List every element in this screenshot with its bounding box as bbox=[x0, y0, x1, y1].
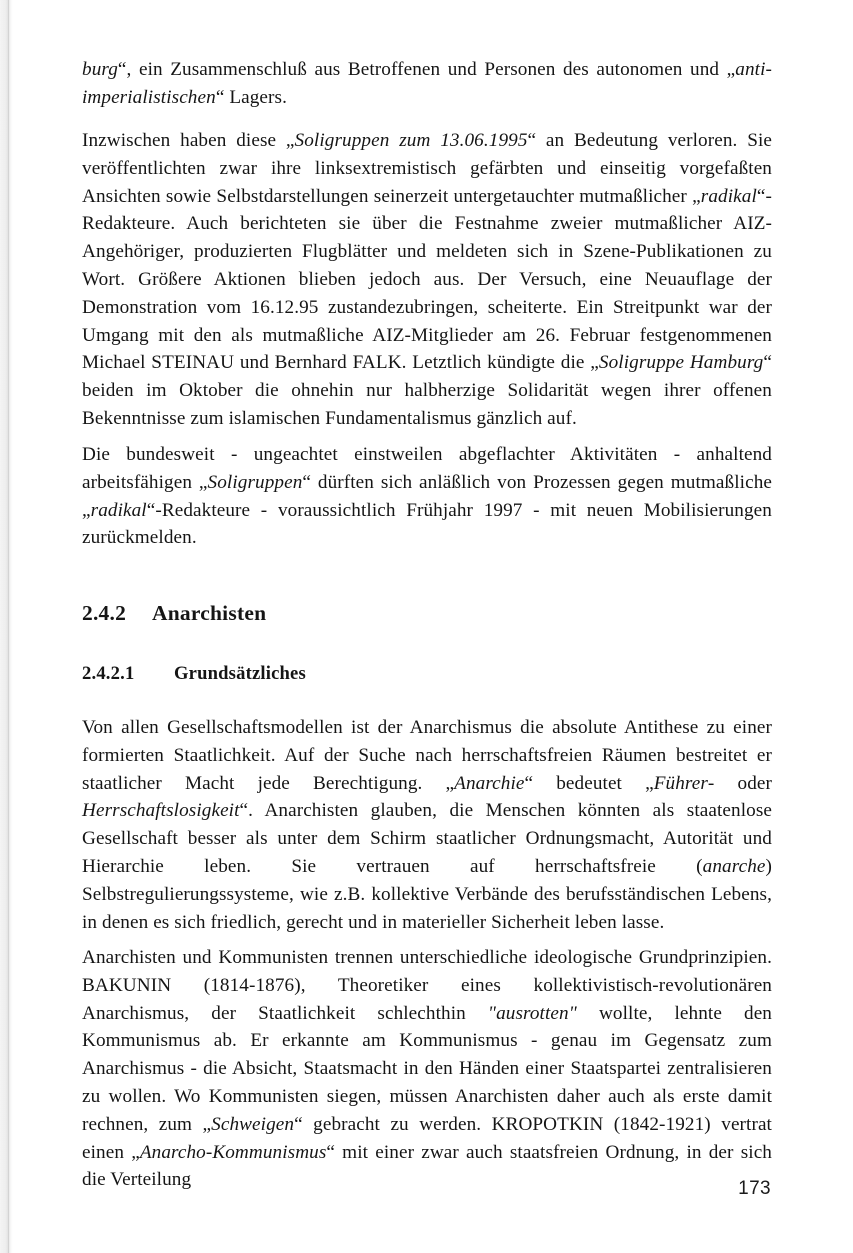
paragraph-block-3 bbox=[82, 441, 772, 552]
heading-subsection-number: 2.4.2.1 bbox=[82, 663, 135, 684]
paragraph-gesellschaftsmodelle: Von allen Gesellschaftsmodellen ist der Anarchismus die absolute Antithese zu einer formierten Staatlichkeit. Auf der Suche nach herrschaftsfreien Räumen bestreitet er staatlicher Macht jede Berechtigung. „Anarchie“ bedeutet „Führer- oder Herrschaftslosigkeit“. Anarchisten glauben, die Menschen könnten als staatenlose Gesellschaft besser als unter dem Schirm staatlicher Ordnungsmacht, Autorität und Hierarchie leben. Sie vertrauen auf herrschaftsfreie (anarche) Selbstregulierungssysteme, wie z.B. kollektive Verbände des berufsständischen Lebens, in denen es sich friedlich, gerecht und in materieller Sicherheit leben lasse. bbox=[82, 717, 772, 933]
scan-gutter-shadow bbox=[0, 0, 13, 1253]
heading-section-title: Anarchisten bbox=[152, 601, 267, 625]
heading-section-number: 2.4.2 bbox=[82, 601, 127, 625]
paragraph-bakunin-kropotkin: Anarchisten und Kommunisten trennen unterschiedliche ideologische Grundprinzipien. BAKUNIN (1814-1876), Theoretiker eines kollektivistisch-revolutionären Anarchismus, der Staatlichkeit schlechthin "ausrotten" wollte, lehnte den Kommunismus ab. Er erkannte am Kommunismus - genau im Gegensatz zum Anarchismus - die Absicht, Staatsmacht in den Händen einer Staatspartei zentralisieren zu wollen. Wo Kommunisten siegen, müssen Anarchisten daher auch als erste damit rechnen, zum „Schweigen“ gebracht zu werden. KROPOTKIN (1842-1921) vertrat einen „Anarcho-Kommunismus“ mit einer zwar auch staatsfreien Ordnung, in der sich die Verteilung bbox=[82, 947, 773, 1191]
paragraph-bundesweit: Die bundesweit - ungeachtet einstweilen abgeflachter Aktivitäten - anhaltend arbeitsfähigen „Soligruppen“ dürften sich anläßlich von Prozessen gegen mutmaßliche „radikal“-Redakteure - voraussichtlich Frühjahr 1997 - mit neuen Mobilisierungen zurückmelden. bbox=[82, 444, 772, 549]
paragraph-soligruppen-bedeutung: Inzwischen haben diese „Soligruppen zum 13.06.1995“ an Bedeutung verloren. Sie veröffentlichten zwar ihre linksextremistisch gefärbten und einseitig vorgefaßten Ansichten sowie Selbstdarstellungen seinerzeit untergetauchter mutmaßlicher „radikal“-Redakteure. Auch berichteten sie über die Festnahme zweier mutmaßlicher AIZ-Angehöriger, produzierten Flugblätter und meldeten sich in Szene-Publikationen zu Wort. Größere Aktionen blieben jedoch aus. Der Versuch, eine Neuauflage der Demonstration vom 16.12.95 zustandezubringen, scheiterte. Ein Streitpunkt war der Umgang mit den als mutmaßliche AIZ-Mitglieder am 26. Februar festgenommenen Michael STEINAU und Bernhard FALK. Letztlich kündigte die „Soligruppe Hamburg“ beiden im Oktober die ohnehin nur halbherzige Solidarität wegen ihrer offenen Bekenntnisse zum islamischen Fundamentalismus gänzlich auf. bbox=[82, 130, 773, 429]
paragraph-block-1 bbox=[82, 56, 772, 112]
heading-subsection-2-4-2-1 bbox=[82, 662, 772, 686]
paragraph-block-5 bbox=[82, 944, 772, 1194]
page-text-column bbox=[82, 0, 772, 1253]
page-number: 173 bbox=[738, 1178, 771, 1199]
heading-subsection-title: Grundsätzliches bbox=[174, 663, 306, 684]
scan-edge-line bbox=[8, 0, 9, 1253]
paragraph-block-4 bbox=[82, 714, 772, 936]
heading-section-2-4-2 bbox=[82, 600, 772, 626]
paragraph-block-2 bbox=[82, 127, 772, 433]
paragraph-soligruppen-lager: burg“, ein Zusammenschluß aus Betroffenen und Personen des autonomen und „anti-imperialistischen“ Lagers. bbox=[82, 59, 772, 108]
